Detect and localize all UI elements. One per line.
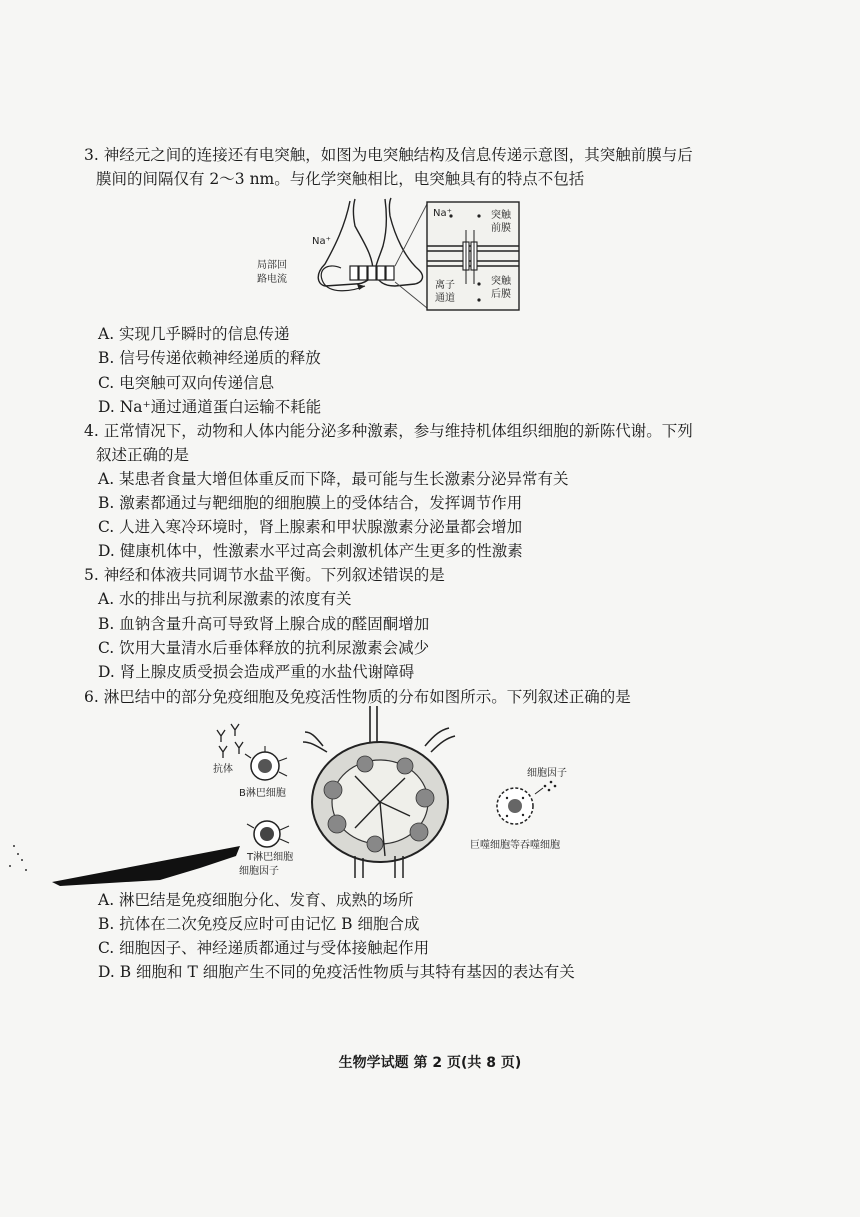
label-cytokine-right: 细胞因子 (527, 768, 567, 779)
label-channel-1: 离子 (435, 280, 455, 291)
question-4-option-c: C. 人进入寒冷环境时，肾上腺素和甲状腺激素分泌量都会增加 (98, 518, 523, 536)
question-4-option-d: D. 健康机体中，性激素水平过高会刺激机体产生更多的性激素 (98, 542, 523, 560)
label-na: Na⁺ (312, 236, 331, 247)
scan-artifact (0, 826, 250, 890)
question-3-option-c: C. 电突触可双向传递信息 (98, 374, 275, 392)
question-3-option-d: D. Na⁺通过通道蛋白运输不耗能 (98, 398, 322, 416)
label-b-cell: B淋巴细胞 (239, 788, 286, 799)
label-channel-2: 通道 (435, 293, 455, 304)
question-5-option-c: C. 饮用大量清水后垂体释放的抗利尿激素会减少 (98, 639, 430, 657)
lymph-node-figure (205, 706, 595, 878)
question-3-stem (86, 143, 726, 191)
label-na-inset: Na⁺ (433, 208, 452, 219)
question-5-stem (86, 563, 726, 587)
question-3-option-b: B. 信号传递依赖神经递质的释放 (98, 349, 321, 367)
question-3-option-a: A. 实现几乎瞬时的信息传递 (98, 325, 290, 343)
question-4-option-a: A. 某患者食量大增但体重反而下降，最可能与生长激素分泌异常有关 (98, 470, 569, 488)
label-cytokine-left: 细胞因子 (239, 866, 279, 877)
question-4-line-2: 叙述正确的是 (96, 446, 190, 464)
question-6-line-1: 6. 淋巴结中的部分免疫细胞及免疫活性物质的分布如图所示。下列叙述正确的是 (84, 688, 631, 706)
question-5-option-b: B. 血钠含量升高可导致肾上腺合成的醛固酮增加 (98, 615, 430, 633)
question-3-line-1: 3. 神经元之间的连接还有电突触，如图为电突触结构及信息传递示意图，其突触前膜与后 (84, 146, 693, 164)
label-t-cell: T淋巴细胞 (247, 852, 294, 863)
label-macrophage: 巨噬细胞等吞噬细胞 (470, 840, 560, 851)
question-4-option-b: B. 激素都通过与靶细胞的细胞膜上的受体结合，发挥调节作用 (98, 494, 523, 512)
question-5-option-d: D. 肾上腺皮质受损会造成严重的水盐代谢障碍 (98, 663, 415, 681)
question-4-stem (86, 419, 726, 467)
question-6-option-a: A. 淋巴结是免疫细胞分化、发育、成熟的场所 (98, 891, 414, 909)
question-6-option-b: B. 抗体在二次免疫反应时可由记忆 B 细胞合成 (98, 915, 420, 933)
question-6-option-c: C. 细胞因子、神经递质都通过与受体接触起作用 (98, 939, 430, 957)
electrical-synapse-figure (255, 196, 530, 316)
antibody-icons (217, 724, 243, 758)
label-pre-1: 突触 (491, 210, 511, 221)
question-6-option-d: D. B 细胞和 T 细胞产生不同的免疫活性物质与其特有基因的表达有关 (98, 963, 575, 981)
label-local-current-2: 路电流 (257, 274, 287, 285)
question-3-line-2: 膜间的间隔仅有 2～3 nm。与化学突触相比，电突触具有的特点不包括 (96, 170, 585, 188)
page-footer: 生物学试题 第 2 页(共 8 页) (338, 1055, 522, 1071)
label-post-2: 后膜 (491, 289, 511, 300)
label-antibody: 抗体 (213, 764, 233, 775)
label-pre-2: 前膜 (491, 223, 511, 234)
label-post-1: 突触 (491, 276, 511, 287)
label-local-current-1: 局部回 (257, 260, 287, 271)
question-4-line-1: 4. 正常情况下，动物和人体内能分泌多种激素，参与维持机体组织细胞的新陈代谢。下列 (84, 422, 693, 440)
question-5-line-1: 5. 神经和体液共同调节水盐平衡。下列叙述错误的是 (84, 566, 445, 584)
cytokine-dots-icon (544, 781, 557, 792)
question-5-option-a: A. 水的排出与抗利尿激素的浓度有关 (98, 590, 352, 608)
